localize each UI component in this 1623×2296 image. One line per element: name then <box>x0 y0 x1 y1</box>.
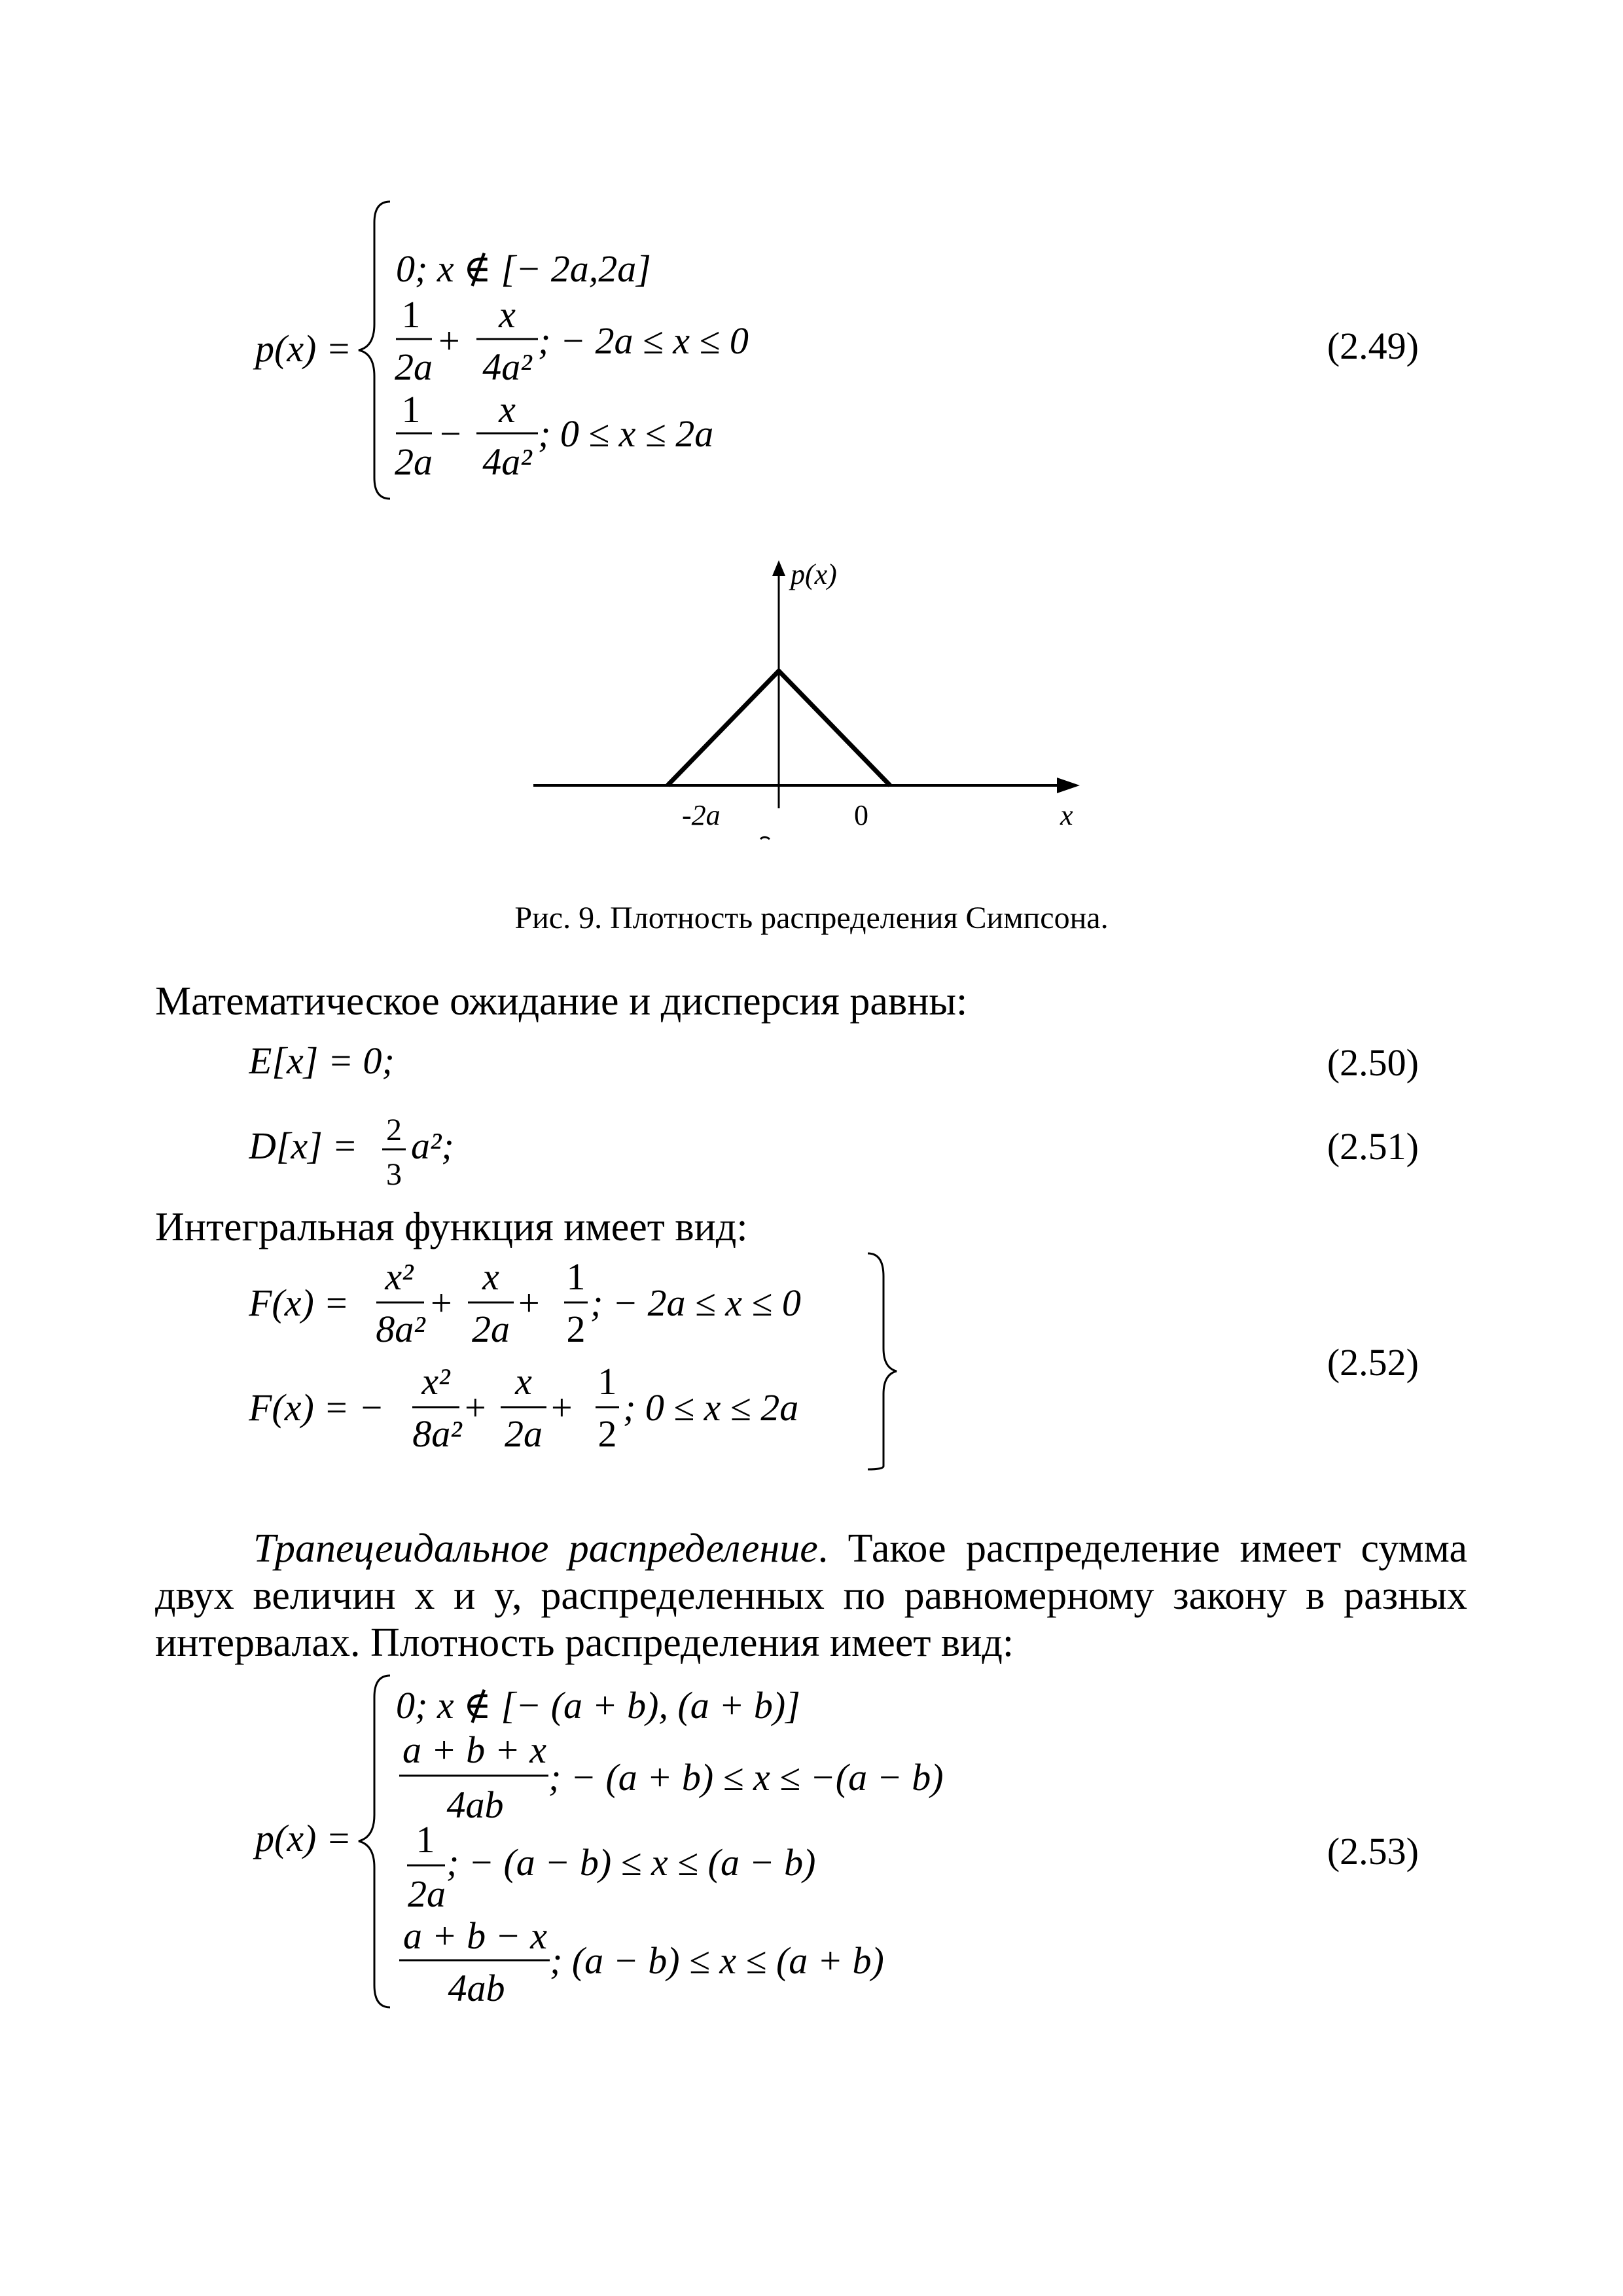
paragraph-line-1-rest: . Такое распределение имеет сумма <box>817 1526 1467 1571</box>
eq249-c2-den2: 4a² <box>482 346 532 388</box>
eq252-r1-n1: x² <box>385 1255 414 1298</box>
moments-intro: Математическое ожидание и дисперсия равны: <box>155 979 968 1024</box>
eq252-r1-n2: x <box>482 1255 499 1298</box>
eq251-num: 2 <box>386 1113 402 1147</box>
eq249-case1: 0; x ∉ [− 2a,2a] <box>396 247 651 290</box>
tick-label-neg: -2a <box>682 799 721 831</box>
eq249-c3-num2: x <box>499 388 516 431</box>
eq253-c2-den: 4ab <box>446 1784 504 1826</box>
eq249-c2-cond: ; − 2a ≤ x ≤ 0 <box>538 319 749 362</box>
paragraph-trapezoidal <box>155 1525 1467 1666</box>
equation-2-50 <box>249 1028 576 1100</box>
eq252-r1-d2: 2a <box>472 1308 510 1350</box>
equation-2-49 <box>236 190 890 511</box>
eq253-number: (2.53) <box>1327 1830 1419 1873</box>
eq252-r1-op2: + <box>518 1282 540 1324</box>
eq252-r2-op2: + <box>551 1386 573 1429</box>
eq252-r2-cond: ; 0 ≤ x ≤ 2a <box>623 1386 799 1429</box>
eq252-r2-n2: x <box>515 1360 532 1403</box>
eq253-lhs: p(x) = <box>255 1817 352 1859</box>
eq249-c2-den1: 2a <box>395 346 433 388</box>
paragraph-line-2: двух величин x и y, распределенных по равномерному закону в разных <box>155 1573 1467 1618</box>
eq249-c2-num1: 1 <box>401 293 421 336</box>
eq250-expr: E[x] = 0; <box>249 1039 395 1082</box>
eq253-c4-num: a + b − x <box>402 1914 548 1957</box>
paragraph-line-3: интервалах. Плотность распределения имеет вид: <box>155 1621 1014 1665</box>
eq252-r2-d3: 2 <box>597 1412 617 1455</box>
y-axis-arrow <box>772 560 785 576</box>
eq253-c2-cond: ; − (a + b) ≤ x ≤ −(a − b) <box>548 1756 944 1799</box>
paragraph-line-1 <box>155 1525 1467 1572</box>
eq251-number: (2.51) <box>1327 1125 1419 1168</box>
eq253-c3-cond: ; − (a − b) ≤ x ≤ (a − b) <box>446 1841 816 1884</box>
eq252-number: (2.52) <box>1327 1341 1419 1384</box>
integral-intro: Интегральная функция имеет вид: <box>155 1205 748 1249</box>
eq250-number: (2.50) <box>1327 1041 1419 1084</box>
eq253-c3-num: 1 <box>416 1818 435 1861</box>
eq252-r2-d1: 8a² <box>412 1412 462 1455</box>
equation-2-53 <box>236 1666 1021 2019</box>
eq253-c2-num: a + b + x <box>402 1729 547 1771</box>
x-axis-arrow <box>1057 778 1080 793</box>
eq252-r1-n3: 1 <box>566 1255 586 1298</box>
eq252-r1-d1: 8a² <box>376 1308 425 1350</box>
small-tick-mark <box>760 837 770 839</box>
eq252-r2-n3: 1 <box>597 1360 617 1403</box>
eq251-rest: a²; <box>411 1124 454 1167</box>
eq249-c2-op: + <box>438 319 460 362</box>
y-axis-label: p(x) <box>791 558 837 590</box>
equation-2-51 <box>249 1100 576 1204</box>
eq249-brace <box>359 202 390 499</box>
tick-label-zero: 0 <box>854 799 868 831</box>
simpson-density-chart <box>524 556 1099 844</box>
eq249-c3-op: − <box>440 412 461 455</box>
eq249-c3-cond: ; 0 ≤ x ≤ 2a <box>538 412 714 455</box>
eq252-r1-cond: ; − 2a ≤ x ≤ 0 <box>590 1282 801 1324</box>
eq249-c3-num1: 1 <box>401 388 421 431</box>
eq249-c3-den1: 2a <box>395 440 433 483</box>
eq252-r1-lhs: F(x) = <box>249 1282 349 1324</box>
eq252-r2-d2: 2a <box>505 1412 543 1455</box>
eq249-number: (2.49) <box>1327 325 1419 367</box>
eq253-c3-den: 2a <box>408 1873 446 1915</box>
x-axis-label: x <box>1060 799 1073 831</box>
eq251-den: 3 <box>386 1157 402 1192</box>
eq252-r2-op1: + <box>465 1386 486 1429</box>
eq249-c3-den2: 4a² <box>482 440 532 483</box>
eq249-lhs: p(x) = <box>255 327 352 370</box>
term-trapezoidal: Трапецеидальное распределение <box>253 1526 818 1571</box>
eq253-brace <box>359 1676 390 2007</box>
eq253-c4-den: 4ab <box>448 1967 505 2009</box>
eq251-lhs: D[x] = <box>249 1124 358 1167</box>
eq253-case1: 0; x ∉ [− (a + b), (a + b)] <box>396 1684 800 1727</box>
eq249-c2-num2: x <box>499 293 516 336</box>
equation-2-52 <box>249 1250 903 1473</box>
eq252-r2-lhs: F(x) = − <box>249 1386 385 1429</box>
figure-caption: Рис. 9. Плотность распределения Симпсона. <box>514 901 1109 935</box>
eq252-r2-n1: x² <box>421 1360 450 1403</box>
eq253-c4-cond: ; (a − b) ≤ x ≤ (a + b) <box>550 1939 884 1982</box>
eq252-brace <box>868 1253 897 1469</box>
eq252-r1-op1: + <box>431 1282 452 1324</box>
eq252-r1-d3: 2 <box>566 1308 586 1350</box>
